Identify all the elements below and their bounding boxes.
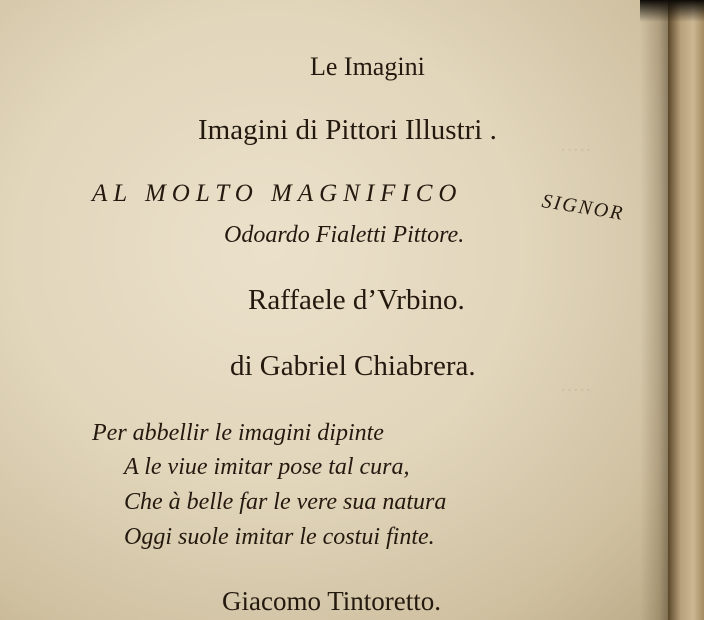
dedication-line-tail: SIGNOR <box>540 190 626 225</box>
poem-author: di Gabriel Chiabrera. <box>230 350 476 382</box>
poem-line: Oggi suole imitar le costui finte. <box>124 524 435 550</box>
adjacent-page-edge <box>668 0 704 620</box>
poem-line: Per abbellir le imagini dipinte <box>92 420 384 446</box>
poem-line: A le viue imitar pose tal cura, <box>124 454 410 480</box>
section-title: Imagini di Pittori Illustri . <box>198 114 497 146</box>
poem-line: Che à belle far le vere sua natura <box>124 489 447 515</box>
bleed-through-text: ····· <box>560 140 592 161</box>
dedication-recipient: Odoardo Fialetti Pittore. <box>224 222 465 248</box>
running-title: Le Imagini <box>310 52 425 81</box>
bleed-through-text: ····· <box>560 380 592 401</box>
next-subject-name: Giacomo Tintoretto. <box>222 586 442 616</box>
subject-name: Raffaele d’Vrbino. <box>248 284 465 316</box>
background-shadow <box>640 0 704 22</box>
dedication-line: AL MOLTO MAGNIFICO <box>92 180 463 207</box>
